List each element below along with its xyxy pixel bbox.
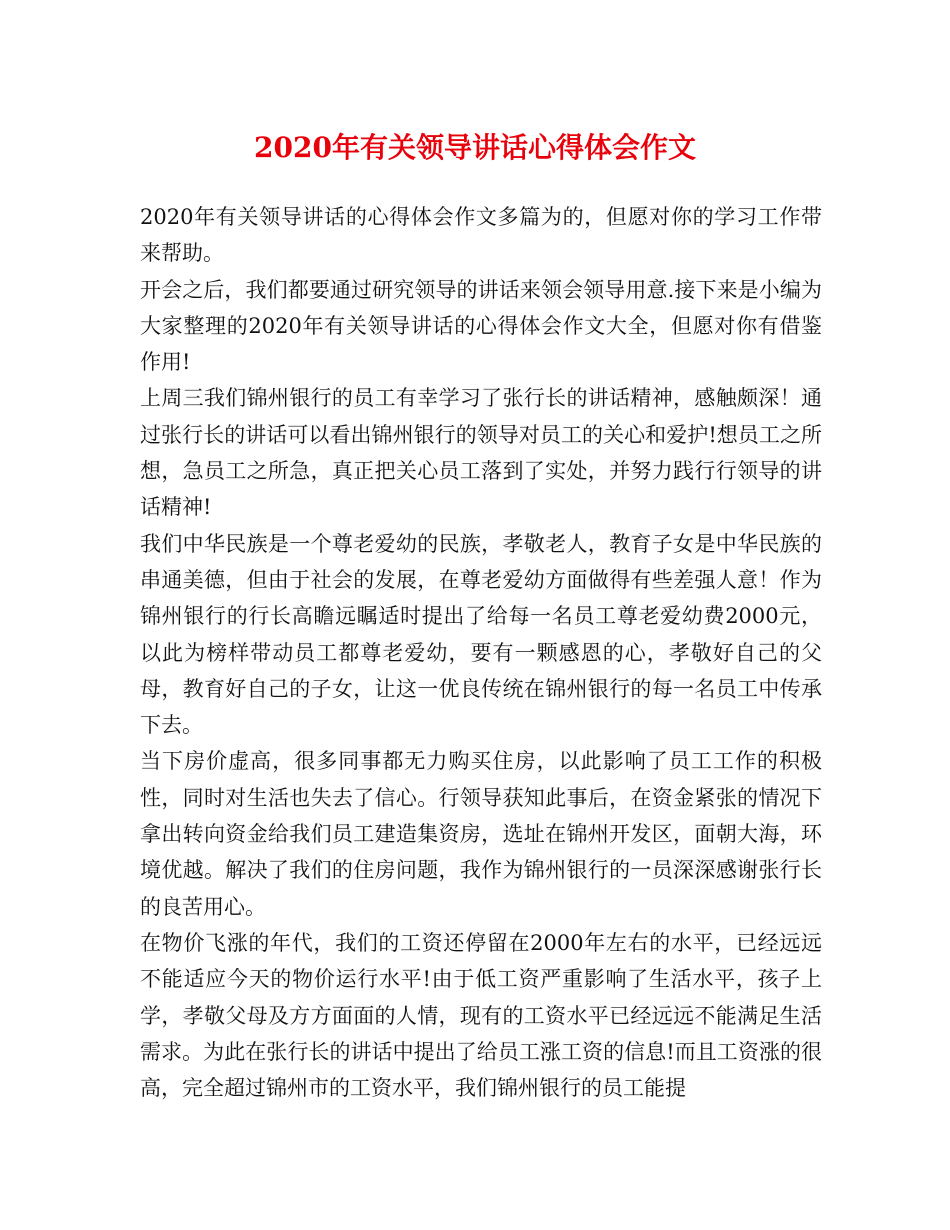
paragraph: 2020年有关领导讲话的心得体会作文多篇为的，但愿对你的学习工作带来帮助。 [140, 205, 822, 266]
paragraph: 上周三我们锦州银行的员工有幸学习了张行长的讲话精神，感触颇深！通过张行长的讲话可以看出锦州银行的领导对员工的关心和爱护!想员工之所想，急员工之所急，真正把关心员工落到了实处，并努力践行行领导的讲话精神! [140, 386, 822, 520]
paragraph: 我们中华民族是一个尊老爱幼的民族，孝敬老人，教育子女是中华民族的串通美德，但由于社会的发展，在尊老爱幼方面做得有些差强人意！作为锦州银行的行长高瞻远瞩适时提出了给每一名员工尊老爱幼费2000元，以此为榜样带动员工都尊老爱幼，要有一颗感恩的心，孝敬好自己的父母，教育好自己的子女，让这一优良传统在锦州银行的每一名员工中传承下去。 [140, 531, 822, 738]
paragraph: 在物价飞涨的年代，我们的工资还停留在2000年左右的水平，已经远远不能适应今天的物价运行水平!由于低工资严重影响了生活水平，孩子上学，孝敬父母及方方面面的人情，现有的工资水平已经远远不能满足生活需求。为此在张行长的讲话中提出了给员工涨工资的信息!而且工资涨的很高，完全超过锦州市的工资水平，我们锦州银行的员工能提 [140, 930, 822, 1101]
document-title: 2020年有关领导讲话心得体会作文 [254, 131, 696, 164]
paragraph: 当下房价虚高，很多同事都无力购买住房，以此影响了员工工作的积极性，同时对生活也失去了信心。行领导获知此事后，在资金紧张的情况下拿出转向资金给我们员工建造集资房，选址在锦州开发区，面朝大海，环境优越。解决了我们的住房问题，我作为锦州银行的一员深深感谢张行长的良苦用心。 [140, 749, 822, 919]
paragraph: 开会之后，我们都要通过研究领导的讲话来领会领导用意.接下来是小编为大家整理的2020年有关领导讲话的心得体会作文大全，但愿对你有借鉴作用! [140, 277, 822, 375]
document-body [140, 199, 822, 1106]
